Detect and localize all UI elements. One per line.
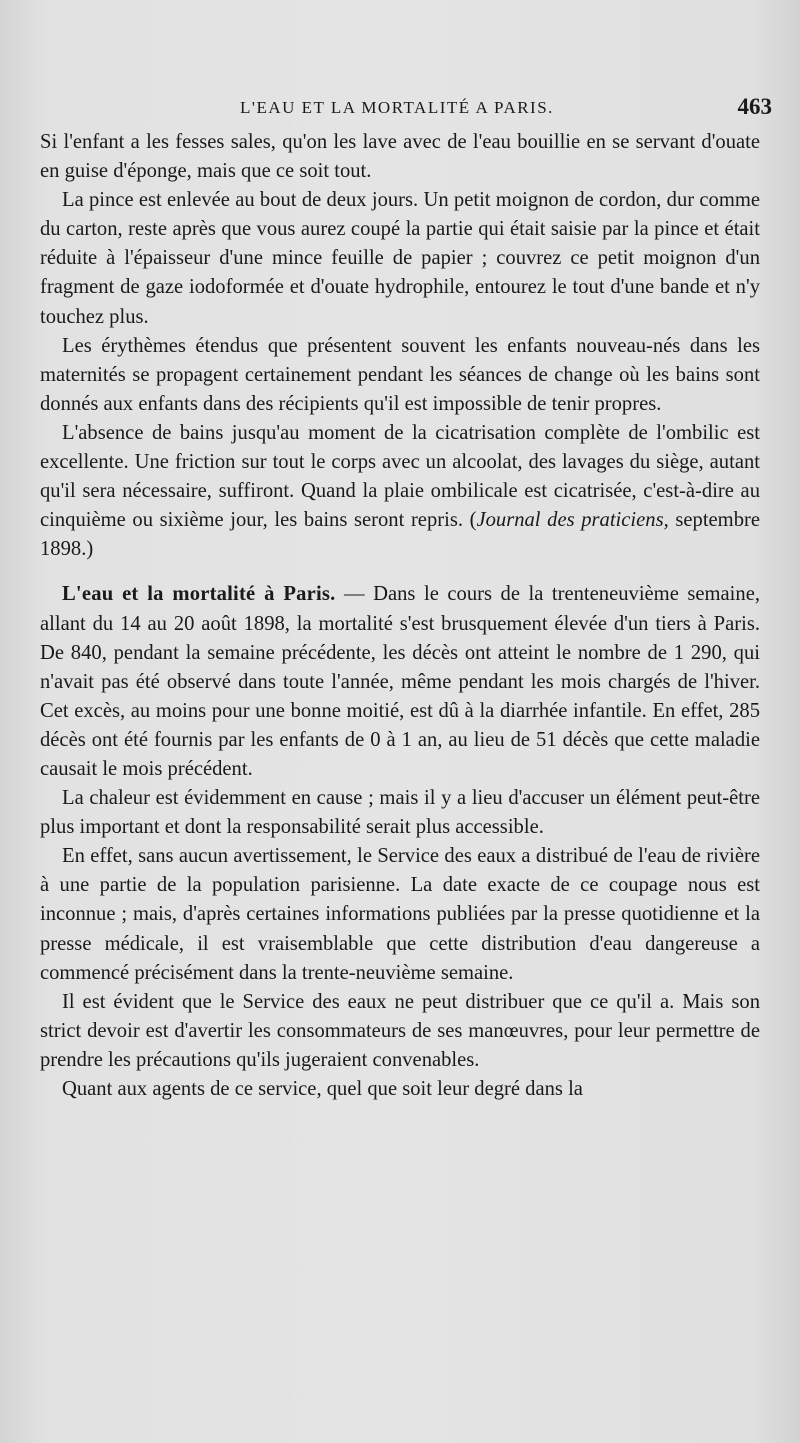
paragraph-9: Quant aux agents de ce service, quel que soit leur degré dans la xyxy=(62,1078,583,1100)
running-head xyxy=(40,96,780,126)
body-text xyxy=(40,128,760,1104)
page-number: 463 xyxy=(737,94,772,119)
journal-citation: Journal des praticiens, xyxy=(476,509,669,532)
paragraph-4 xyxy=(40,419,760,564)
paragraph-3: Les érythèmes étendus que présentent souvent les enfants nouveau-nés dans les maternités se propagent certainement pendant les séances de change où les bains sont donnés aux enfants dans des récipients qu'il est impossible de tenir propres. xyxy=(40,334,760,415)
paragraph-4-end: septembre 1898.) xyxy=(40,509,760,561)
paragraph-8: Il est évident que le Service des eaux ne peut distribuer que ce qu'il a. Mais son strict devoir est d'avertir les consommateurs de ses manœuvres, pour leur permettre de prendre les précautions qu'ils jugeraient convenables. xyxy=(40,990,760,1071)
paragraph-6: La chaleur est évidemment en cause ; mais il y a lieu d'accuser un élément peut-être plus important et dont la responsabilité serait plus accessible. xyxy=(40,787,760,839)
paragraph-2: La pince est enlevée au bout de deux jours. Un petit moignon de cordon, dur comme du carton, reste après que vous aurez coupé la partie qui était saisie par la pince et était réduite à l'épaisseur d'une mince feuille de papier ; couvrez ce petit moignon d'un fragment de gaze iodoformée et d'ouate hydrophile, entourez le tout d'une bande et n'y touchez plus. xyxy=(40,189,760,328)
section-paragraph xyxy=(40,580,760,784)
running-title: L'EAU ET LA MORTALITÉ A PARIS. xyxy=(240,98,554,117)
paragraph-7: En effet, sans aucun avertissement, le Service des eaux a distribué de l'eau de rivière à une partie de la population parisienne. La date exacte de ce coupage nous est inconnue ; mais, d'après certaines informations publiées par la presse quotidienne et la presse médicale, il est vraisemblable que cette distribution d'eau dangereuse a commencé précisément dans la trente-neuvième semaine. xyxy=(40,845,760,984)
paragraph-5: — Dans le cours de la trenteneuvième semaine, allant du 14 au 20 août 1898, la mortalité s'est brusquement élevée d'un tiers à Paris. De 840, pendant la semaine précédente, les décès ont atteint le nombre de 1 290, qui n'avait pas été observé dans toute l'année, même pendant les mois chargés de l'hiver. Cet excès, au moins pour une bonne moitié, est dû à la diarrhée infantile. En effet, 285 décès ont été fournis par les enfants de 0 à 1 an, au lieu de 51 décès que cette maladie causait le mois précédent. xyxy=(40,583,760,780)
section-title: L'eau et la mortalité à Paris. xyxy=(62,583,336,606)
paragraph-1: Si l'enfant a les fesses sales, qu'on les lave avec de l'eau bouillie en se servant d'ouate en guise d'éponge, mais que ce soit tout. xyxy=(40,131,760,183)
paragraph-4-text: L'absence de bains jusqu'au moment de la cicatrisation complète de l'ombilic est excellente. Une friction sur tout le corps avec un alcoolat, des lavages du siège, autant qu'il sera nécessaire, suffiront. Quand la plaie ombilicale est cicatrisée, c'est-à-dire au cinquième ou sixième jour, les bains seront repris. ( xyxy=(40,421,760,532)
